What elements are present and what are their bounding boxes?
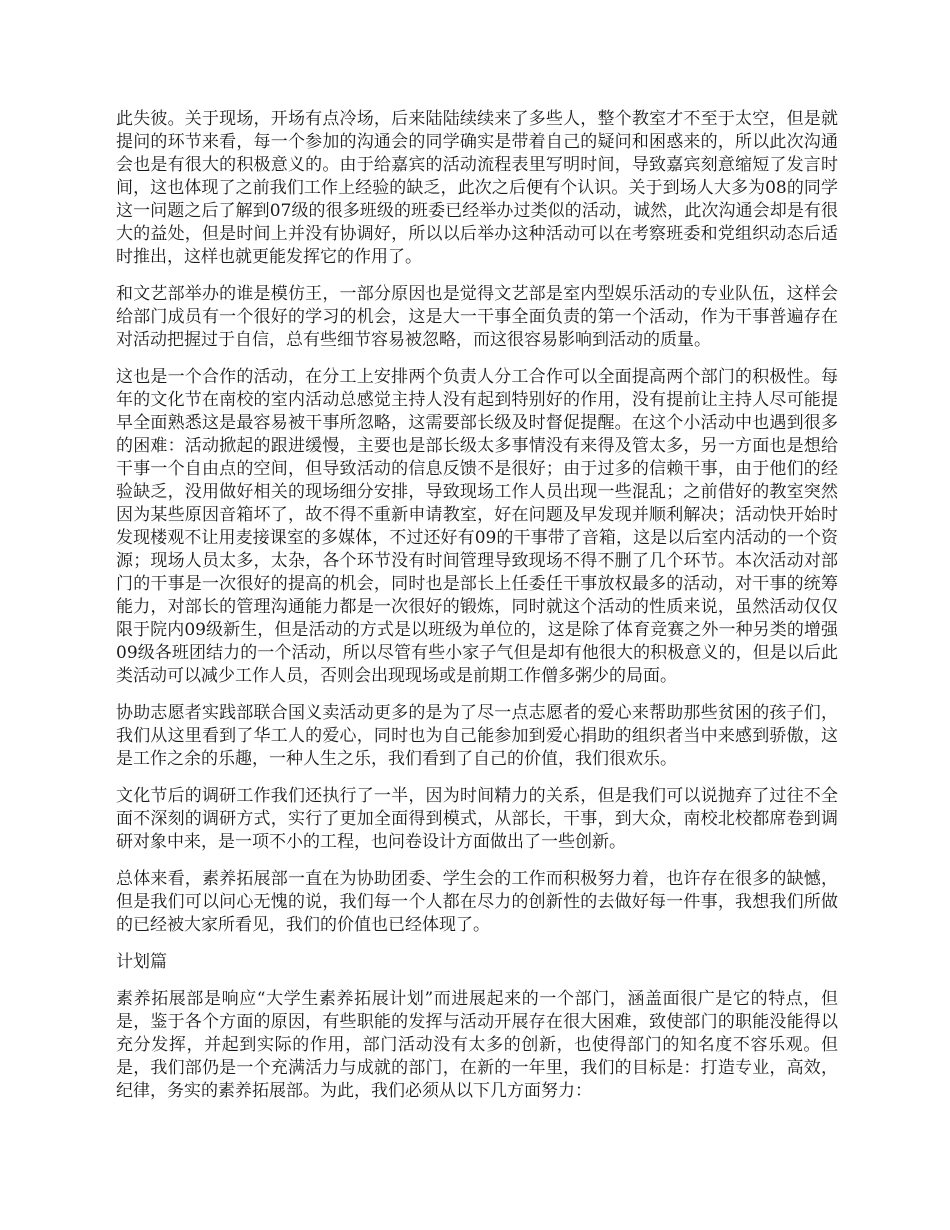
paragraph-survey-work: 文化节后的调研工作我们还执行了一半，因为时间精力的关系，但是我们可以说抛弃了过往不全面不深刻的调研方式，实行了更加全面得到模式，从部长，干事，到大众，南校北校都席卷到调研对象中来，是一项不小的工程，也问卷设计方面做出了一些创新。: [116, 786, 838, 852]
section-heading-plan: 计划篇: [116, 952, 167, 972]
paragraph-imitation-contest: 和文艺部举办的谁是模仿王，一部分原因也是觉得文艺部是室内型娱乐活动的专业队伍，这样会给部门成员有一个很好的学习的机会，这是大一干事全面负责的第一个活动，作为干事普遍存在对活动把握过于自信，总有些细节容易被忽略，而这很容易影响到活动的质量。: [116, 284, 838, 350]
paragraph-cooperation-activity: 这也是一个合作的活动，在分工上安排两个负责人分工合作可以全面提高两个部门的积极性。每年的文化节在南校的室内活动总感觉主持人没有起到特别好的作用，没有提前让主持人尽可能提早全面熟悉这是最容易被干事所忽略，这需要部长级及时督促提醒。在这个小活动中也遇到很多的困难：活动掀起的跟进缓慢，主要也是部长级太多事情没有来得及管太多，另一方面也是想给干事一个自由点的空间，但导致活动的信息反馈不是很好；由于过多的信赖干事，由于他们的经验缺乏，没用做好相关的现场细分安排，导致现场工作人员出现一些混乱；之前借好的教室突然因为某些原因音箱坏了，故不得不重新申请教室，好在问题及早发现并顺利解决；活动快开始时发现楼观不让用麦接课室的多媒体，不过还好有09的干事带了音箱，这是以后室内活动的一个资源；现场人员太多，太杂，各个环节没有时间管理导致现场不得不删了几个环节。本次活动对部门的干事是一次很好的提高的机会，同时也是部长上任委任干事放权最多的活动，对干事的统筹能力，对部长的管理沟通能力都是一次很好的锻炼，同时就这个活动的性质来说，虽然活动仅仅限于院内09级新生，但是活动的方式是以班级为单位的，这是除了体育竞赛之外一种另类的增强09级各班团结力的一个活动，所以尽管有些小家子气但是却有他很大的积极意义的，但是以后此类活动可以减少工作人员，否则会出现现场或是前期工作僧多粥少的局面。: [116, 367, 838, 686]
paragraph-plan-intro: 素养拓展部是响应“大学生素养拓展计划”而进展起来的一个部门，涵盖面很广是它的特点，但是，鉴于各个方面的原因，有些职能的发挥与活动开展存在很大困难，致使部门的职能没能得以充分发挥，并起到实际的作用，部门活动没有太多的创新，也使得部门的知名度不容乐观。但是，我们部仍是一个充满活力与成就的部门，在新的一年里，我们的目标是：打造专业，高效，纪律，务实的素养拓展部。为此，我们必须从以下几方面努力：: [116, 989, 838, 1101]
paragraph-charity-sale: 协助志愿者实践部联合国义卖活动更多的是为了尽一点志愿者的爱心来帮助那些贫困的孩子们，我们从这里看到了华工人的爱心，同时也为自己能参加到爱心捐助的组织者当中来感到骄傲，这是工作之余的乐趣，一种人生之乐，我们看到了自己的价值，我们很欢乐。: [116, 703, 838, 769]
document-page: [116, 108, 838, 1117]
paragraph-consultation-meeting: 此失彼。关于现场，开场有点冷场，后来陆陆续续来了多些人，整个教室才不至于太空，但是就提问的环节来看，每一个参加的沟通会的同学确实是带着自己的疑问和困惑来的，所以此次沟通会也是有很大的积极意义的。由于给嘉宾的活动流程表里写明时间，导致嘉宾刻意缩短了发言时间，这也体现了之前我们工作上经验的缺乏，此次之后便有个认识。关于到场人大多为08的同学这一问题之后了解到07级的很多班级的班委已经举办过类似的活动，诚然，此次沟通会却是有很大的益处，但是时间上并没有协调好，所以以后举办这种活动可以在考察班委和党组织动态后适时推出，这样也就更能发挥它的作用了。: [116, 109, 838, 267]
paragraph-summary: 总体来看，素养拓展部一直在为协助团委、学生会的工作而积极努力着，也许存在很多的缺憾，但是我们可以问心无愧的说，我们每一个人都在尽力的创新性的去做好每一件事，我想我们所做的已经被大家所看见，我们的价值也已经体现了。: [116, 869, 838, 935]
